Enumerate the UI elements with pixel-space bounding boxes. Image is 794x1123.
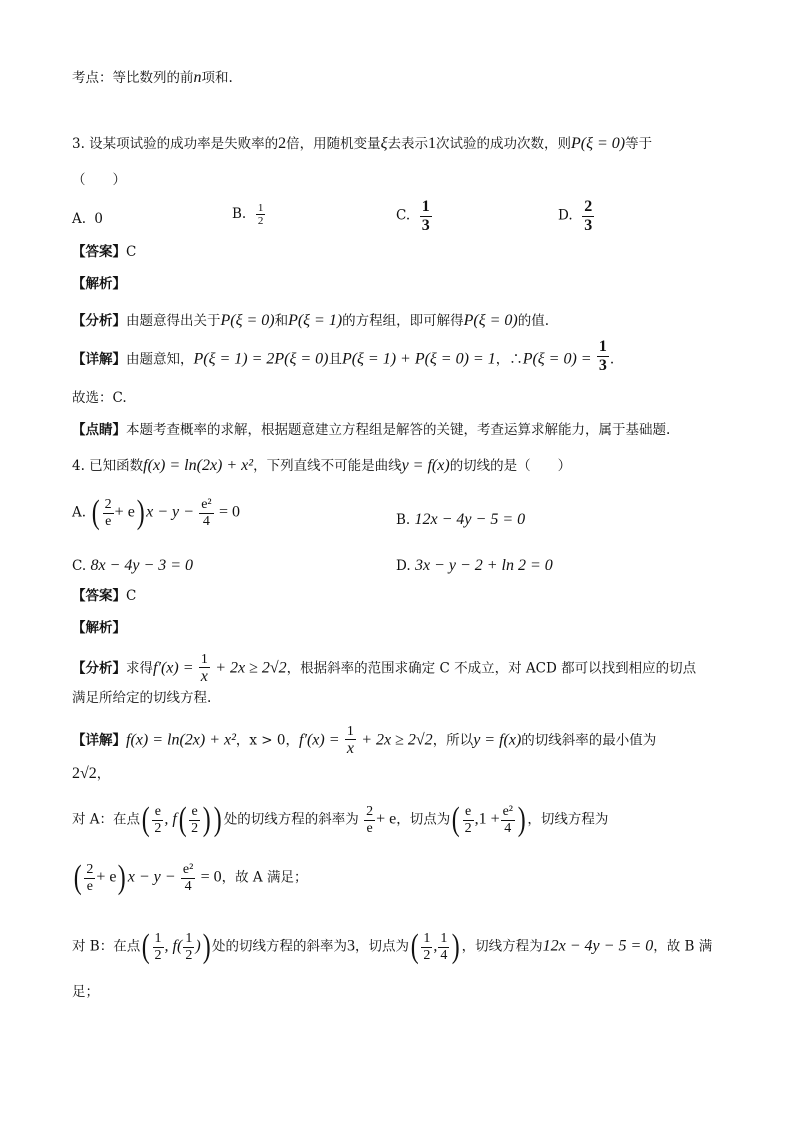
q4-fx: f(x) = ln(2x) + x² [143, 457, 254, 474]
q3-eq3: P(ξ = 0) = [522, 350, 592, 368]
q4-dui-a-pt-num: e [154, 804, 161, 820]
q4-dui-a-eq-plus: + e [96, 868, 117, 886]
q3-p0: P(ξ = 0) [220, 312, 275, 329]
q4-option-a-frac1 [103, 497, 114, 529]
q4-dui-a-q-den: 4 [501, 820, 515, 836]
q3-option-b-label: B. [232, 206, 247, 223]
q4-dui-b-k: 3 [346, 937, 355, 955]
q3-option-c-den: 3 [421, 216, 430, 234]
q4-dui-a-c: ，切点为 [396, 811, 451, 828]
q4-option-d [396, 557, 553, 575]
q4-xj-b: ，所以 [432, 732, 474, 749]
q4-fenxi-c: 满足所给定的切线方程. [72, 690, 212, 706]
q3-guxuan: 故选：C. [72, 390, 127, 406]
q4-dui-a-rparen3: ) [517, 801, 526, 838]
q3-therefore: ，∴ [495, 351, 523, 368]
q4-dui-a-pt-den2: 2 [191, 820, 199, 836]
q4-dui-a-b: 处的切线方程的斜率为 [223, 811, 359, 828]
q4-dui-a-rparen: ) [214, 801, 223, 838]
q3-dianjing [72, 424, 670, 438]
q4-fenxi-a: 求得 [126, 660, 153, 677]
q4-dui-b-b: 处的切线方程的斜率为 [211, 938, 347, 955]
q4-stem-b: ，下列直线不可能是曲线 [253, 458, 402, 474]
q4-fenxi-tail: + 2x ≥ 2√2 [215, 659, 287, 677]
q4-dui-b: 对 B：在点( $\frac{1}{2}$ , f( $\frac{1}{2}$ )) 处的切线方程的斜率为3，切点为( $\frac{1}{2}$ , $\frac{1}{4}$ ) ，切线方程为12x − 4y − 5 = 0，故 B 满 [72, 928, 713, 965]
q3-option-a-text: 0 [94, 210, 103, 227]
q3-stem-a: 3. 设某项试验的成功率是失败率的 [72, 136, 279, 152]
q4-fenxi [72, 652, 696, 686]
q4-fenxi-num: 1 [200, 652, 208, 667]
kaodian-var: n [193, 69, 202, 86]
q4-option-a [72, 496, 240, 530]
q4-fenxi-tag: 【分析】 [72, 660, 126, 677]
q4-dui-a-eq-den2: 4 [181, 878, 195, 894]
q3-option-d-den: 3 [584, 216, 593, 234]
q4-dui-b-q-den2: 4 [440, 947, 448, 963]
q4-dui-b-c: ，切点为 [354, 938, 409, 955]
q3-he: 和 [274, 313, 289, 329]
q4-xj-c: 的切线斜率的最小值为 [521, 732, 657, 749]
q3-fenxi-c: 的值. [517, 313, 550, 329]
q4-dui-a-eq-frac1 [84, 862, 95, 894]
q4-dui-a-eq-lparen: ( [73, 859, 82, 896]
q3-option-c-label: C. [396, 207, 411, 224]
q4-xj-min: 2√2 [72, 765, 97, 782]
q3-eq2: P(ξ = 1) + P(ξ = 0) = 1 [341, 350, 496, 368]
q3-xi: ξ [380, 135, 388, 152]
q4-stem-c: 的切线的是（ ） [449, 458, 572, 474]
q3-option-a [72, 210, 103, 228]
q4-fenxi-fpx: f′(x) = [153, 659, 194, 677]
q4-dui-a-eq-num: 2 [86, 862, 94, 878]
q4-option-c [72, 557, 193, 575]
q3-qie: 且 [328, 351, 342, 368]
q4-dui-a-f: , f [164, 810, 177, 828]
q3-stem-d: 次试验的成功次数，则 [436, 136, 572, 152]
q4-stem-a: 4. 已知函数 [72, 458, 144, 474]
q4-dui-a-eq-rparen: ) [118, 859, 127, 896]
kaodian-suffix: 项和. [201, 70, 233, 86]
q4-dui-a-rparen2: ) [202, 801, 211, 838]
q4-dui-b-pt-den: 2 [154, 947, 162, 963]
q3-p0-again: P(ξ = 0) [463, 312, 518, 329]
q3-xiangjie: 【详解】由题意知，P(ξ = 1) = 2P(ξ = 0)且P(ξ = 1) + P(ξ = 0) = 1，∴P(ξ = 0) = $\frac{1}{3}$ . [72, 338, 615, 374]
q3-stem [72, 136, 652, 152]
q3-expr: P(ξ = 0) [571, 135, 626, 152]
q4-dui-b-q-num1: 1 [423, 931, 431, 947]
q4-xj-den: x [346, 740, 354, 758]
q4-stem [72, 458, 571, 474]
q4-dui-a-text: 对 A：在点 [72, 811, 141, 828]
q4-option-a-num: 2 [104, 497, 112, 513]
q3-fenxi [72, 313, 549, 329]
q4-answer-tag: 【答案】 [72, 588, 126, 604]
q4-dui-b-pt-frac2 [183, 931, 194, 963]
q3-option-c [396, 198, 433, 234]
q3-fenxi-tag: 【分析】 [72, 313, 126, 329]
q3-stem-e: 等于 [625, 136, 653, 152]
q4-xj-min-end: ， [96, 766, 111, 782]
q4-dui-a-q-frac2 [501, 804, 515, 836]
q4-dui-a-eq [72, 861, 307, 895]
q4-option-a-den2: 4 [199, 513, 213, 529]
q4-option-b [396, 511, 525, 529]
q4-dui-a-k-frac [364, 804, 375, 836]
q4-option-a-label: A. [72, 504, 87, 521]
q4-xj-num: 1 [346, 724, 354, 739]
q4-option-c-eq: 8x − 4y − 3 = 0 [90, 557, 194, 574]
q4-dui-b-rparen: ) [202, 928, 211, 965]
q4-option-d-label: D. [396, 558, 411, 574]
q3-answer [72, 246, 136, 260]
q4-answer [72, 590, 136, 604]
q3-fenxi-b: 的方程组，即可解得 [342, 313, 464, 329]
q3-fenxi-a: 由题意得出关于 [126, 313, 221, 329]
q4-dui-a-pt-frac [152, 804, 163, 836]
q4-dui-a-q-num: e² [502, 804, 514, 820]
q4-dui-b-pt-frac [153, 931, 164, 963]
q3-blank: （ ） [72, 172, 126, 188]
q4-dui-b-eq: 12x − 4y − 5 = 0 [542, 937, 654, 955]
q4-dui-a-lparen: ( [141, 801, 150, 838]
q4-dui-a-pt-den: 2 [154, 820, 162, 836]
q4-option-d-eq: 3x − y − 2 + ln 2 = 0 [414, 557, 553, 574]
q3-eq1: P(ξ = 1) = 2P(ξ = 0) [193, 350, 329, 368]
q4-dui-b-q-num2: 1 [440, 931, 448, 947]
q4-dui-b-q-den1: 2 [423, 947, 431, 963]
q4-answer-value: C [126, 588, 137, 604]
q4-option-a-end: = 0 [218, 503, 240, 521]
q3-stem-c: 去表示 [387, 136, 429, 152]
q3-eq3-frac [597, 338, 609, 374]
q4-option-a-rparen: ) [136, 494, 145, 531]
q3-option-d-frac [582, 198, 594, 234]
q4-xiangjie-tag: 【详解】 [72, 732, 126, 749]
q3-option-d [558, 198, 595, 234]
q4-xiangjie [72, 724, 656, 758]
q4-dui-a-eq-mid: x − y − [127, 868, 176, 886]
q4-yfx: y = f(x) [401, 457, 450, 474]
q4-option-a-frac2 [199, 497, 213, 529]
q3-option-d-num: 2 [584, 198, 593, 215]
q4-dui-a-eq-num2: e² [182, 862, 194, 878]
q4-option-a-num2: e² [201, 497, 212, 513]
q3-option-b-den: 2 [257, 215, 264, 228]
q4-option-a-plus: + e [114, 503, 135, 521]
q4-dui-b-pt-num: 1 [154, 931, 162, 947]
q4-option-b-label: B. [396, 512, 411, 528]
kaodian-prefix: 考点：等比数列的前 [72, 70, 194, 86]
q3-jiexi: 【解析】 [72, 276, 126, 292]
q4-fenxi-b: ，根据斜率的范围求确定 C 不成立，对 ACD 都可以找到相应的切点 [286, 660, 697, 677]
q4-dui-a-k-plus: + e [376, 810, 397, 828]
q4-dui-a-lparen2: ( [178, 801, 187, 838]
q4-dui-a-q-den1: 2 [464, 820, 472, 836]
q3-eq3-num: 1 [598, 338, 607, 355]
q4-dui-b-d: ，切线方程为 [461, 938, 543, 955]
q3-option-b-frac [256, 202, 266, 227]
q4-option-a-den: e [103, 513, 114, 529]
q4-option-a-lparen: ( [92, 494, 100, 531]
q4-fenxi-den: x [200, 668, 208, 686]
q4-dui-b-q-frac2 [438, 931, 449, 963]
q3-dianjing-text: 本题考查概率的求解，根据题意建立方程组是解答的关键，考查运算求解能力，属于基础题. [126, 422, 671, 438]
q3-option-b-num: 1 [257, 202, 264, 214]
q4-xj-yfx: y = f(x) [473, 731, 522, 749]
q4-dui-a-eq-end: = 0 [200, 868, 222, 886]
q4-dui-b-rparen2: ) [452, 928, 460, 965]
q4-jiexi: 【解析】 [72, 620, 126, 636]
q4-option-c-label: C. [72, 558, 87, 574]
q4-xj-fx: f(x) = ln(2x) + x² [126, 731, 236, 749]
q3-option-d-label: D. [558, 207, 573, 224]
q4-dui-a-d: ，切线方程为 [527, 811, 609, 828]
q3-one: 1 [428, 135, 437, 152]
q4-dui-a: 对 A：在点( $\frac{e}{2}$ , f( $\frac{e}{2}$ )) 处的切线方程的斜率为 $\frac{2}{e}$ + e，切点为( $\frac{e}{2}$ ,1 + $\frac{\text{e²}}{4}$ ) ，切线方程为 [72, 801, 609, 838]
q4-dui-a-k-num: 2 [366, 804, 374, 820]
q4-option-a-mid: x − y − [146, 503, 194, 521]
q4-dui-b-e: ，故 B 满 [653, 938, 713, 955]
q4-fenxi-frac [199, 652, 210, 686]
q4-dui-a-eq-frac2 [181, 862, 195, 894]
q3-p1: P(ξ = 1) [288, 312, 343, 329]
q3-answer-tag: 【答案】 [72, 244, 126, 260]
q4-dui-b-lparen2: ( [410, 928, 419, 965]
q4-xj-min-line [72, 766, 110, 782]
q4-dui-b-q-frac1 [421, 931, 432, 963]
q3-eq3-den: 3 [598, 356, 607, 374]
q4-dui-a-pt-num2: e [191, 804, 198, 820]
q4-dui-a-pt-frac2 [189, 804, 200, 836]
q4-xj-fpx: f′(x) = [299, 731, 340, 749]
q4-dui-b-pt-num2: 1 [185, 931, 193, 947]
q4-xj-frac [345, 724, 356, 758]
q3-option-c-frac [420, 198, 432, 234]
q4-xj-tail: + 2x ≥ 2√2 [361, 731, 433, 749]
q3-dianjing-tag: 【点睛】 [72, 422, 126, 438]
q4-dui-a-e: ，故 A 满足； [221, 869, 308, 886]
q3-option-b [232, 202, 266, 227]
q4-option-b-eq: 12x − 4y − 5 = 0 [414, 511, 526, 528]
q4-xj-dom: ，x > 0， [235, 732, 300, 749]
q4-dui-b-pt-den2: 2 [185, 947, 193, 963]
q4-dui-b-f: 足； [72, 984, 99, 1000]
q3-answer-value: C [126, 244, 137, 260]
q3-xiangjie-tag: 【详解】 [72, 351, 126, 368]
q3-option-c-num: 1 [421, 198, 430, 215]
q4-dui-b-lparen: ( [141, 928, 150, 965]
q3-stem-b: 倍，用随机变量 [286, 136, 381, 152]
kaodian-line [72, 70, 233, 86]
q4-dui-a-k-den: e [364, 820, 375, 836]
q4-dui-a-q-frac [463, 804, 474, 836]
q3-option-a-label: A. [72, 211, 87, 227]
q3-two: 2 [278, 135, 287, 152]
q4-dui-a-lparen3: ( [451, 801, 460, 838]
q4-dui-b-text: 对 B：在点 [72, 938, 141, 955]
q4-dui-a-q-num1: e [464, 804, 472, 820]
q4-dui-a-q1: 1 + [478, 810, 500, 828]
q4-dui-a-eq-den: e [84, 878, 95, 894]
q3-xiangjie-a: 由题意知， [126, 351, 194, 368]
